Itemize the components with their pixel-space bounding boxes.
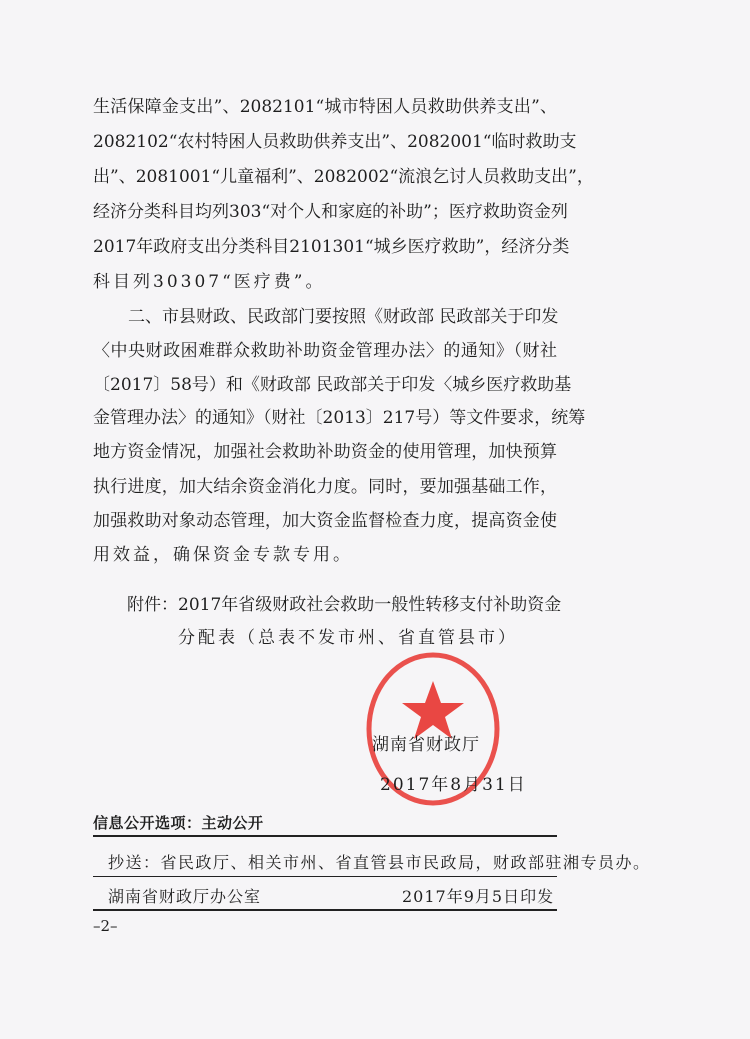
body-line: 地方资金情况，加强社会救助补助资金的使用管理，加快预算 xyxy=(93,442,557,462)
issuing-office: 湖南省财政厅办公室 xyxy=(108,887,262,906)
print-date: 2017年9月5日印发 xyxy=(402,887,555,906)
body-line: 〔2017〕58号）和《财政部 民政部关于印发〈城乡医疗救助基 xyxy=(93,375,572,395)
body-line: 2017年政府支出分类科目2101301“城乡医疗救助”，经济分类 xyxy=(93,237,570,257)
attachment-line: 附件：2017年省级财政社会救助一般性转移支付补助资金 xyxy=(127,595,562,615)
body-line: 加强救助对象动态管理，加大资金监督检查力度，提高资金使 xyxy=(93,511,557,531)
body-line: 执行进度，加大结余资金消化力度。同时，要加强基础工作， xyxy=(93,477,557,497)
body-line: 用效益，确保资金专款专用。 xyxy=(93,545,353,565)
body-line: 2082102“农村特困人员救助供养支出”、2082001“临时救助支 xyxy=(93,132,577,152)
body-line: 〈中央财政困难群众救助补助资金管理办法〉的通知》（财社 xyxy=(93,341,557,361)
body-line: 经济分类科目均列303“对个人和家庭的补助”；医疗救助资金列 xyxy=(93,202,568,222)
divider xyxy=(93,909,557,911)
disclosure-option: 信息公开选项：主动公开 xyxy=(93,814,264,832)
divider xyxy=(93,876,557,877)
body-line: 生活保障金支出”、2082101“城市特困人员救助供养支出”、 xyxy=(93,97,557,117)
page-number: –2– xyxy=(93,917,118,935)
issue-date: 2017年8月31日 xyxy=(380,775,527,795)
divider xyxy=(93,835,557,837)
body-line: 科目列30307“医疗费”。 xyxy=(93,272,326,292)
issuer-name: 湖南省财政厅 xyxy=(372,735,480,755)
body-line: 出”、2081001“儿童福利”、2082002“流浪乞讨人员救助支出”， xyxy=(93,167,594,187)
body-line: 二、市县财政、民政部门要按照《财政部 民政部关于印发 xyxy=(128,307,559,327)
seal-star-icon xyxy=(402,681,464,739)
attachment-line: 分配表（总表不发市州、省直管县市） xyxy=(178,628,518,648)
body-line: 金管理办法〉的通知》（财社〔2013〕217号）等文件要求，统筹 xyxy=(93,408,586,428)
cc-line: 抄送：省民政厅、相关市州、省直管县市民政局，财政部驻湘专员办。 xyxy=(108,853,651,872)
